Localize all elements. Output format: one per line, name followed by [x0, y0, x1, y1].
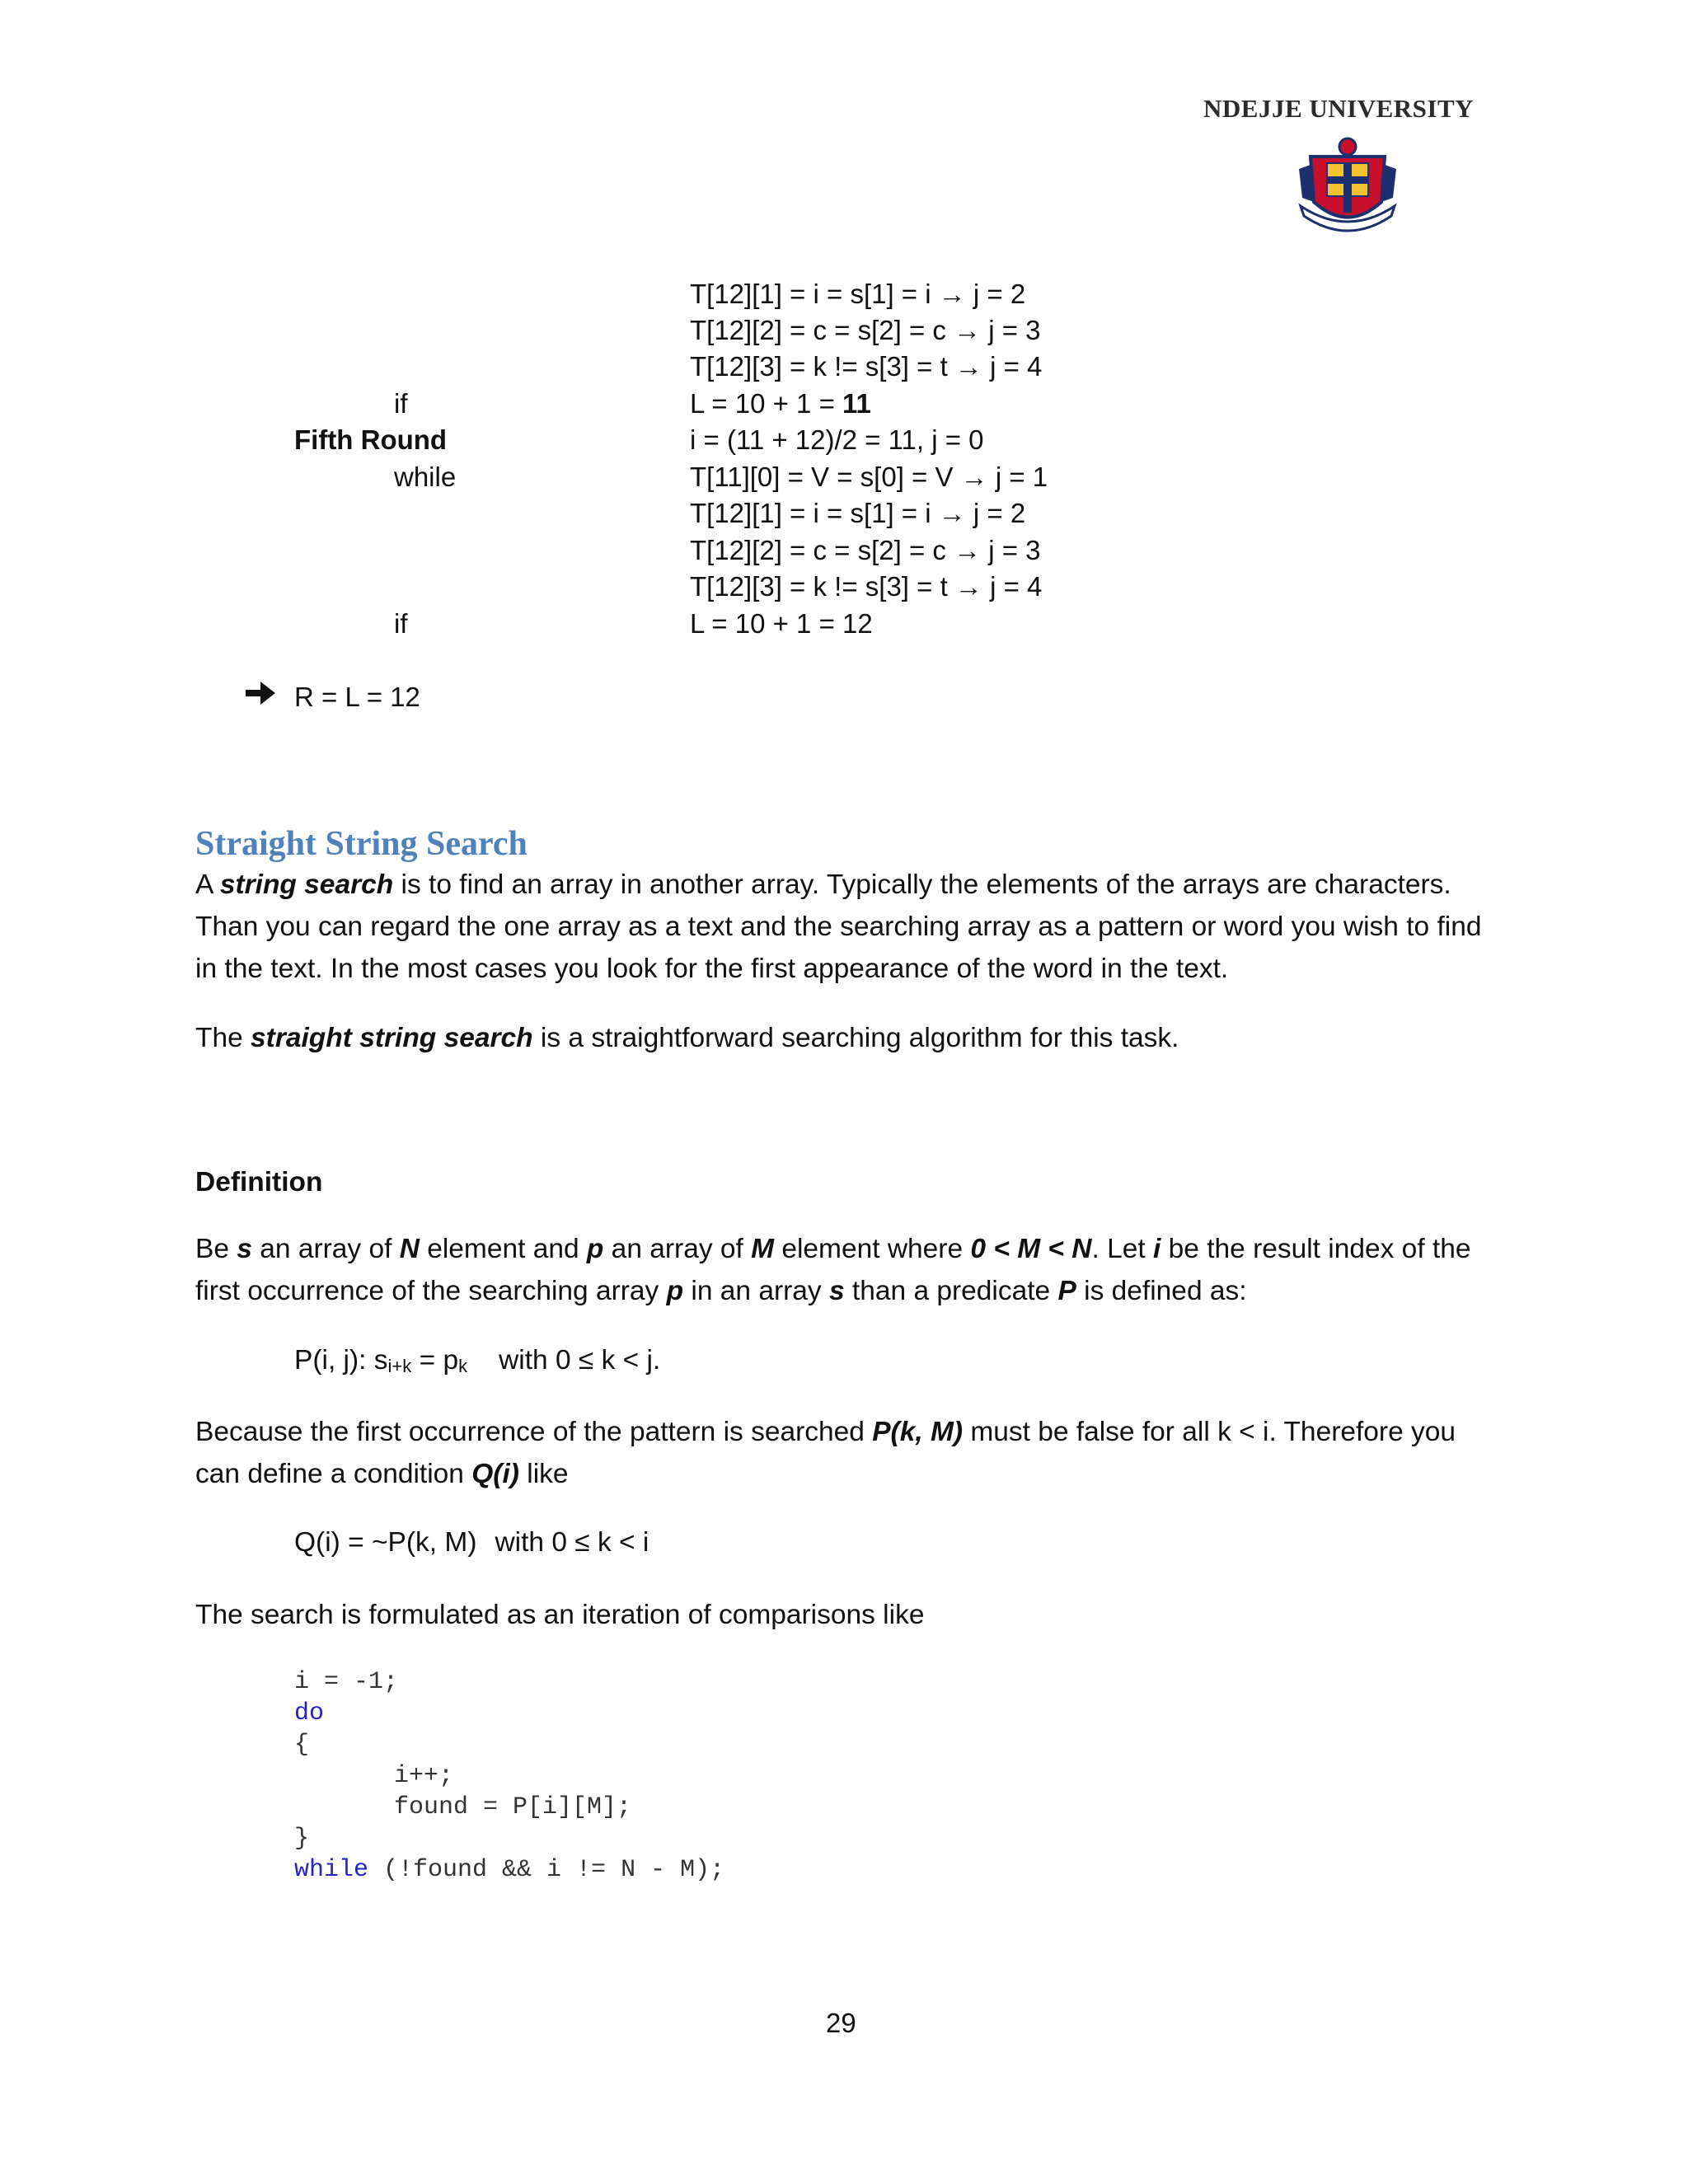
trace-value: T[12][2] = c = s[2] = c → j = 3	[690, 535, 1041, 565]
code-line: found = P[i][M];	[394, 1793, 632, 1821]
section-heading: Straight String Search	[195, 825, 528, 863]
iteration-paragraph: The search is formulated as an iteration of comparisons like	[195, 1600, 925, 1630]
definition-paragraph: Be s an array of N element and p an array of M element where 0 < M < N. Let i be the result index of the first occurrence of the searching array p in an array s than a predicate P is defined as:	[195, 1234, 1471, 1306]
condition-formula: Q(i) = ~P(k, M) with 0 ≤ k < i	[294, 1527, 649, 1558]
predicate-formula: P(i, j): $s_{i+k} = p_k$ with 0 ≤ k < j.	[294, 1345, 661, 1376]
trace-value: T[12][1] = i = s[1] = i → j = 2	[690, 279, 1026, 309]
trace-value: L = 10 + 1 = 11	[690, 388, 871, 419]
intro-paragraph: A string search is to find an array in another array. Typically the elements of the arrays are characters. Than you can regard the one array as a text and the searching array as a pattern or word you wish to find in the text. In the most cases you look for the first appearance of the word in the text.	[195, 869, 1482, 984]
code-line: i = -1;	[294, 1668, 399, 1696]
trace-value: T[12][3] = k != s[3] = t → j = 4	[690, 351, 1043, 382]
university-crest-logo	[1294, 132, 1401, 239]
code-keyword-do: do	[294, 1699, 325, 1727]
trace-value: L = 10 + 1 = 12	[690, 608, 873, 639]
trace-label-if: if	[394, 388, 408, 419]
code-line: i++;	[394, 1762, 454, 1790]
university-name: NDEJJE UNIVERSITY	[1203, 94, 1475, 123]
trace-value: T[12][3] = k != s[3] = t → j = 4	[690, 571, 1043, 602]
condition-paragraph: Because the first occurrence of the pattern is searched P(k, M) must be false for all k < i. Therefore you can define a condition Q(i) like	[195, 1417, 1456, 1489]
definition-heading: Definition	[195, 1167, 323, 1197]
trace-value: i = (11 + 12)/2 = 11, j = 0	[690, 424, 984, 455]
result-line: R = L = 12	[294, 682, 420, 712]
code-line: {	[294, 1731, 310, 1759]
arrow-right-icon	[244, 678, 277, 717]
trace-value: T[11][0] = V = s[0] = V → j = 1	[690, 462, 1048, 492]
trace-label-while: while	[394, 462, 457, 492]
page-number: 29	[826, 2008, 856, 2038]
code-keyword-while: while	[294, 1856, 369, 1884]
trace-value: T[12][2] = c = s[2] = c → j = 3	[690, 315, 1041, 345]
code-line: while (!found && i != N - M);	[294, 1856, 725, 1884]
trace-value: T[12][1] = i = s[1] = i → j = 2	[690, 498, 1026, 528]
straight-search-paragraph: The straight string search is a straightforward searching algorithm for this task.	[195, 1023, 1179, 1053]
trace-label-if: if	[394, 608, 408, 639]
code-line: }	[294, 1825, 310, 1853]
round-label: Fifth Round	[294, 424, 448, 455]
